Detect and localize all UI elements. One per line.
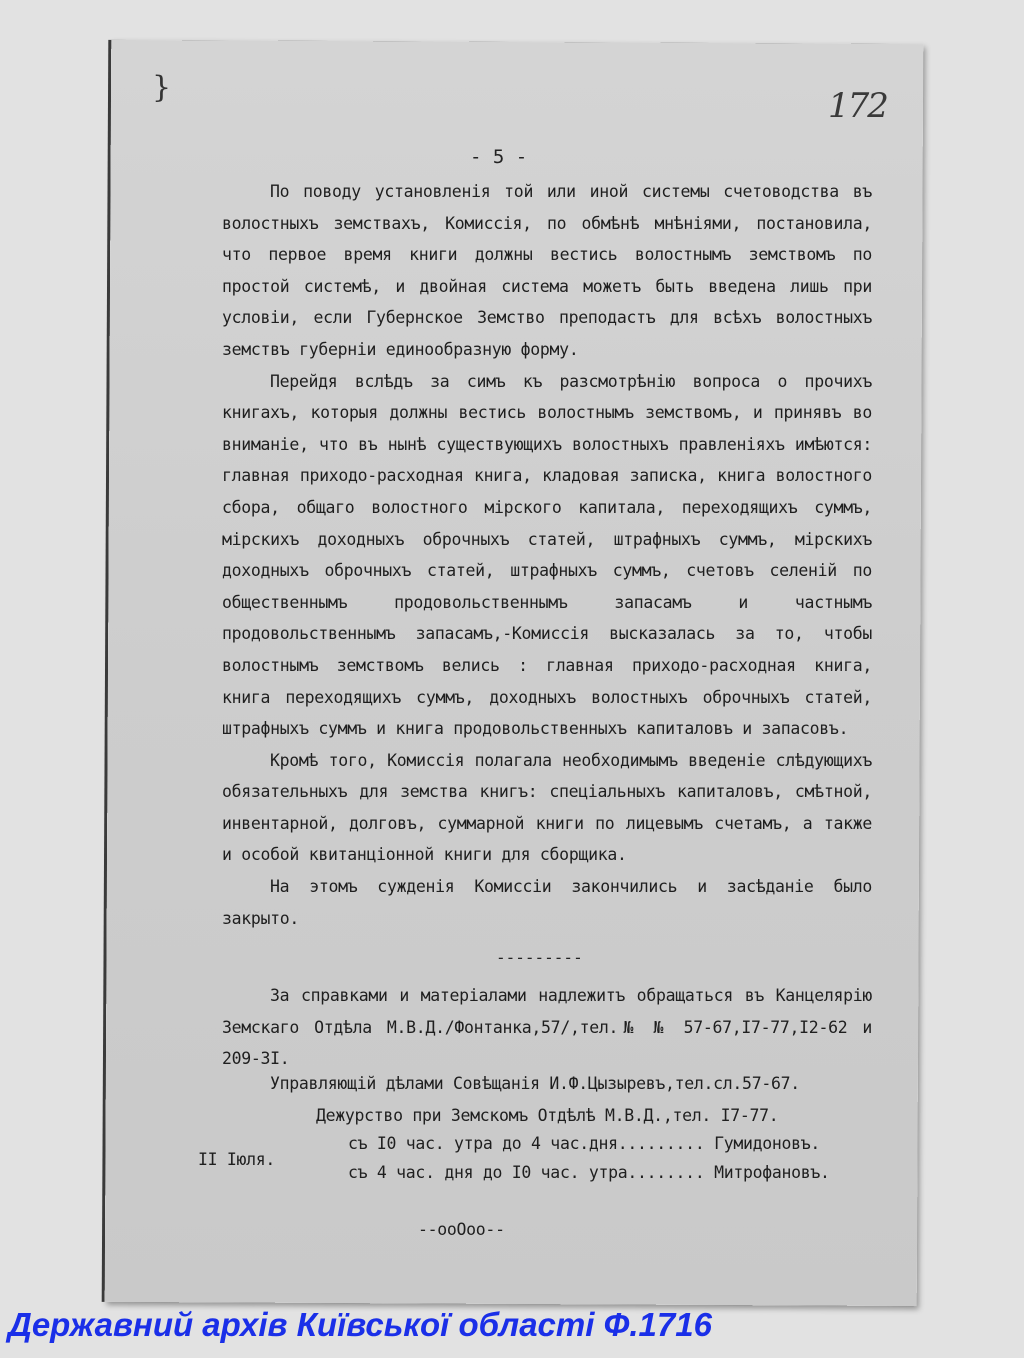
corner-mark: } (152, 70, 172, 105)
folio-number: 172 (828, 86, 887, 126)
paragraph-bookkeeping: По поводу установленія той или иной системы счетоводства въ волостныхъ земствахъ, Комиссія, по обмѣнѣ мнѣніями, постановила, что первое время книги должны вестись волостнымъ земствомъ по простой системѣ, и двойная система можетъ быть введена лишь при условіи, если Губернское Земство преподастъ для всѣхъ волостныхъ земствъ губерніи единообразную форму. (222, 182, 872, 359)
manager-line: Управляющій дѣлами Совѣщанія И.Ф.Цызыревъ,тел.сл.57-67. (270, 1074, 800, 1093)
paragraph-books: Перейдя вслѣдъ за симъ къ разсмотрѣнію вопроса о прочихъ книгахъ, которыя должны вестись волостнымъ земствомъ, и принявъ во вниманіе, что въ нынѣ существующихъ волостныхъ правленіяхъ имѣются: главная приходо-расходная книга, кладовая записка, книга волостного сбора, общаго волостного мірского капитала, переходящихъ суммъ, мірскихъ доходныхъ оброчныхъ статей, штрафныхъ суммъ, мірскихъ доходныхъ оброчныхъ статей, штрафныхъ суммъ, счетовъ селеній по общественнымъ продовольственнымъ запасамъ и частнымъ продовольственнымъ запасамъ,-Комиссія высказалась за то, чтобы волостнымъ земствомъ велись : главная приходо-расходная книга, книга переходящихъ суммъ, доходныхъ волостныхъ оброчныхъ статей, штрафныхъ суммъ и книга продовольственныхъ капиталовъ и запасовъ. (222, 371, 872, 739)
duty-line: Дежурство при Земскомъ Отдѣлѣ М.В.Д.,тел. I7-77. (316, 1106, 779, 1125)
shift-line-day: съ I0 час. утра до 4 час.дня......... Гумидоновъ. (348, 1134, 821, 1153)
separator: --------- (496, 948, 583, 967)
body-text (222, 176, 872, 934)
shift-line-night: съ 4 час. дня до I0 час. утра........ Митрофановъ. (348, 1163, 830, 1182)
paragraph-closing: На этомъ сужденія Комиссіи закончились и засѣданіе было закрыто. (222, 877, 872, 928)
end-mark: --ooOoo-- (418, 1220, 505, 1239)
paragraph-mandatory-books: Кромѣ того, Комиссія полагала необходимымъ введеніе слѣдующихъ обязательныхъ для земства книгъ: спеціальныхъ капиталовъ, смѣтной, инвентарной, долговъ, суммарной книги по лицевымъ счетамъ, а также и особой квитанціонной книги для сборщика. (222, 750, 872, 865)
page-number: - 5 - (470, 146, 528, 168)
archive-watermark: Державний архів Київської області Ф.1716 (8, 1306, 712, 1343)
date-line: II Іюля. (198, 1150, 276, 1169)
contact-block (222, 980, 872, 1075)
contact-text: За справками и матеріалами надлежитъ обращаться въ Канцелярію Земскаго Отдѣла М.В.Д./Фонтанка,57/,тел.№ № 57-67,I7-77,I2-62 и 209-3I. (222, 986, 872, 1069)
